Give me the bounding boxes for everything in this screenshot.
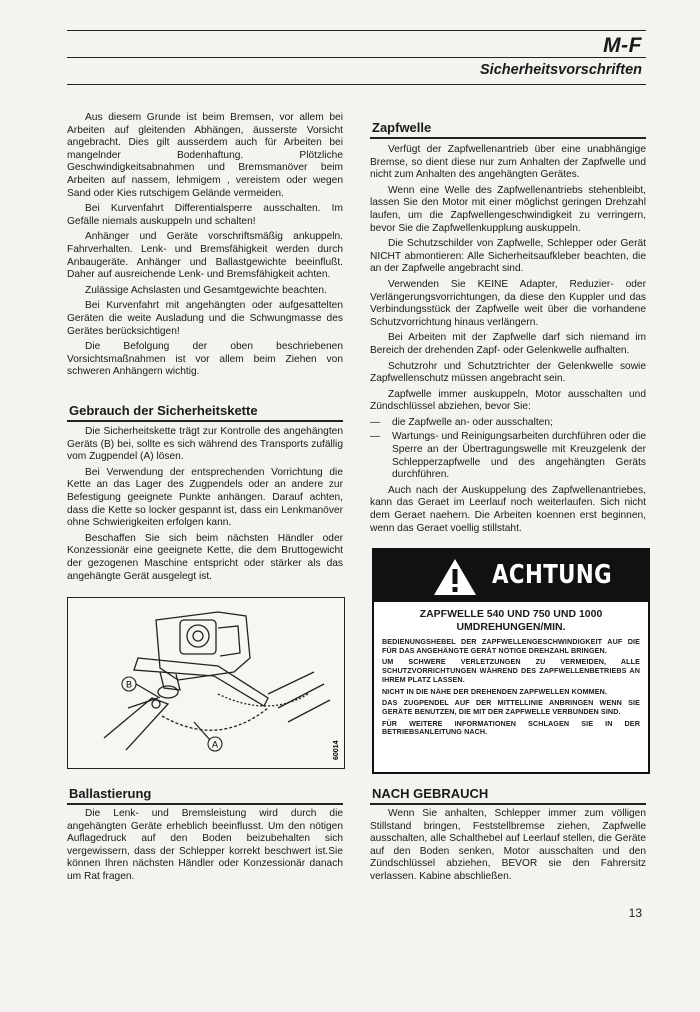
section-rule xyxy=(370,803,646,805)
list-item: — die Zapfwelle an- oder ausschalten; xyxy=(370,417,646,430)
warning-line: FÜR WEITERE INFORMATIONEN SCHLAGEN SIE IN DER BETRIEBSANLEITUNG NACH. xyxy=(382,718,640,737)
header-mid-rule xyxy=(67,57,646,58)
section-rule xyxy=(67,803,343,805)
chain-text xyxy=(67,426,343,586)
section-code: M-F xyxy=(603,34,642,57)
paragraph: Bei Verwendung der entsprechenden Vorrichtung die Kette an das Lager des Zugpendels oder an andere zur Befestigung geeignete Punkte anhängen. Darauf achten, dass die Kette so locker gespannt ist, dass ein Lenkmanöver ohne Schwierigkeiten erfolgen kann. xyxy=(67,466,343,529)
warning-box xyxy=(372,548,650,774)
paragraph: Wenn Sie anhalten, Schlepper immer zum völligen Stillstand bringen, Feststellbremse ziehen, Zapfwelle ausschalten, alle Schalthebel auf Leerlauf stellen, die Geräte auf den Boden senken, Motor ausschalten und den Zündschlüssel abziehen, BEVOR sie den Fahrersitz verlassen. Kabine abschließen. xyxy=(370,808,646,882)
paragraph: Bei Arbeiten mit der Zapfwelle darf sich niemand im Bereich der drehenden Zapf- oder Gelenkwelle aufhalten. xyxy=(370,332,646,356)
warning-line: NICHT IN DIE NÄHE DER DREHENDEN ZAPFWELLEN KOMMEN. xyxy=(382,686,608,696)
paragraph: Die Lenk- und Bremsleistung wird durch die angehängten Geräte erheblich beeinflusst. Um den nötigen Auflagedruck auf den Boden beizubehalten sich vergewissern, dass der Schlepper korrekt beschwert ist.Sie können Ihren nächsten Händler oder Konzessionär danach um Rat fragen. xyxy=(67,808,343,882)
ballast-text xyxy=(67,808,343,887)
paragraph: Anhänger und Geräte vorschriftsmäßig ankuppeln. Fahrverhalten. Lenk- und Bremsfähigkeit werden durch Anbaugeräte. Anhänger und Ballastgewichte beeinflußt. Daher auf ausreichende Lenk- und Bremsfähigkeit achten. xyxy=(67,231,343,281)
paragraph: Zapfwelle immer auskuppeln, Motor ausschalten und Zündschlüssel abziehen, bevor Sie: xyxy=(370,388,646,413)
warning-header xyxy=(374,550,648,602)
paragraph: Bei Kurvenfahrt Differentialsperre ausschalten. Im Gefälle niemals auskuppeln und schalten! xyxy=(67,203,343,227)
paragraph: Verfügt der Zapfwellenantrieb über eine unabhängige Bremse, so dient diese nur zum Anhalten der Zapfwelle und nicht zum Anhalten des angehängten Gerätes. xyxy=(370,144,646,181)
warning-heading: ZAPFWELLE 540 UND 750 UND 1000 UMDREHUNGEN/MIN. xyxy=(419,608,603,633)
paragraph: Schutzrohr und Schutztrichter der Gelenkwelle sowie Zapfwellenschutz müssen angebracht sein. xyxy=(370,360,646,385)
tractor-drawbar-illustration xyxy=(68,598,344,768)
figure-label-b: B xyxy=(125,679,133,690)
figure-code: 60014 xyxy=(333,740,340,760)
list-item: — Wartungs- und Reinigungsarbeiten durchführen oder die Sperre an der Übertragungswelle mit Kreuzgelenk der Schlepperzapfwelle und des angehängten Geräts durchführen. xyxy=(370,431,646,481)
figure-label-a: A xyxy=(211,739,219,750)
section-title-after-use: NACH GEBRAUCH xyxy=(372,786,489,801)
safety-chain-figure xyxy=(67,597,345,769)
pto-list xyxy=(370,417,646,482)
warning-line: UM SCHWERE VERLETZUNGEN ZU VERMEIDEN, ALLE SCHUTZVORRICHTUNGEN WÄHREND DES ZAPFWELLENBETRIEBS AN IHREM PLATZ LASSEN. xyxy=(382,657,640,684)
header-bottom-rule xyxy=(67,84,646,85)
header-top-rule xyxy=(67,30,646,31)
after-use-text xyxy=(370,808,646,887)
warning-line: DAS ZUGPENDEL AUF DER MITTELLINIE ANBRINGEN WENN SIE GERÄTE BENUTZEN, DIE MIT DER ZAPFWELLE VERBUNDEN SIND. xyxy=(382,698,640,716)
warning-triangle-icon xyxy=(432,557,478,597)
section-rule xyxy=(370,137,646,139)
warning-line: BEDIENUNGSHEBEL DER ZAPFWELLENGESCHWINDIGKEIT AUF DIE FÜR DAS ANGEHÄNGTE GERÄT NÖTIGE DREHZAHL BRINGEN. xyxy=(382,637,640,655)
paragraph: Bei Kurvenfahrt mit angehängten oder aufgesattelten Geräten die weite Ausladung und die Schwungmasse des Gerätes berücksichtigen! xyxy=(67,300,343,337)
paragraph: Verwenden Sie KEINE Adapter, Reduzier- oder Verlängerungsvorrichtungen, da diese den Kuppler und das Verbindungsstück der Zapfwelle weit über die vorhandene Schutzvorrichtung hinaus verlängern. xyxy=(370,278,646,328)
pto-text xyxy=(370,144,646,538)
paragraph: Aus diesem Grunde ist beim Bremsen, vor allem bei Arbeiten auf gleitenden Abhängen, äusserste Vorsicht angebracht. Dies gilt ausserdem auch für Arbeiten bei mangelnder Bodenhaftung. Plötzliche Geschwindigkeitsabnahmen und Bremsmanöver beim Arbeiten auf nassem, lehmigem , vereistem oder wegen Sand oder Kies rutschigem Gelände vermeiden. xyxy=(67,112,343,199)
paragraph: Wenn eine Welle des Zapfwellenantriebs stehenbleibt, lassen Sie den Motor mit einer möglichst geringen Drehzahl laufen, um die Zapfwellengeschwindigkeit zu verringern, bevor Sie die Zapfwellenkupplung auskuppeln. xyxy=(370,184,646,234)
paragraph: Beschaffen Sie sich beim nächsten Händler oder Konzessionär eine geeignete Kette, die dem Bruttogewicht der gezogenen Maschine entspricht oder stärker als das angehängte Gerät ausgelegt ist. xyxy=(67,532,343,582)
paragraph: Zulässige Achslasten und Gesamtgewichte beachten. xyxy=(85,284,327,296)
warning-word: ACHTUNG xyxy=(492,560,613,590)
section-title-ballast: Ballastierung xyxy=(69,786,152,801)
paragraph: Auch nach der Auskuppelung des Zapfwellenantriebes, kann das Geraet im Leerlauf noch weiterlaufen. Sich nicht dem Geraet naehern. Die Arbeiten koennen erst beginnen, wenn das Geraet voellig stillstaht. xyxy=(370,484,646,534)
section-title-chain: Gebrauch der Sicherheitskette xyxy=(69,403,258,418)
paragraph: Die Schutzschilder von Zapfwelle, Schlepper oder Gerät NICHT abmontieren: Alle Sicherheitsaufkleber beachten, die an der Zapfwelle angebracht sind. xyxy=(370,238,646,275)
paragraph: Die Sicherheitskette trägt zur Kontrolle des angehängten Geräts (B) bei, sollte es sich während des Transports zufällig vom Zugpendel (A) lösen. xyxy=(67,426,343,463)
intro-text xyxy=(67,112,343,382)
page-subtitle: Sicherheitsvorschriften xyxy=(480,62,642,78)
section-rule xyxy=(67,420,343,422)
page-number: 13 xyxy=(628,906,642,920)
paragraph: Die Befolgung der oben beschriebenen Vorsichtsmaßnahmen ist vor allem beim Ziehen von schweren Anhängern wichtig. xyxy=(67,341,343,378)
section-title-pto: Zapfwelle xyxy=(372,120,432,135)
